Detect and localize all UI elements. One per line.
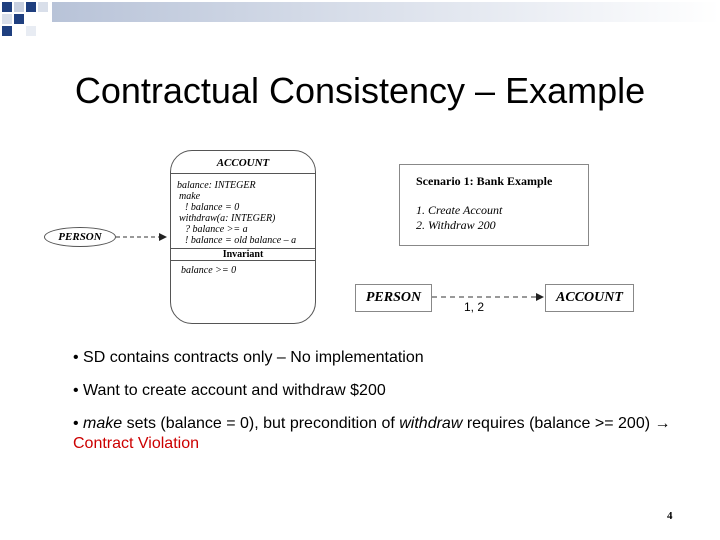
bullet-text: •	[73, 415, 84, 432]
feature-line: withdraw(a: INTEGER)	[179, 213, 276, 224]
scenario-box	[399, 164, 589, 246]
withdraw-keyword: withdraw	[399, 415, 463, 432]
arrow-icon: →	[654, 415, 671, 432]
person-client-ellipse: PERSON	[44, 227, 116, 247]
scenario-title: Scenario 1: Bank Example	[416, 174, 553, 188]
sequence-account-box: ACCOUNT	[545, 284, 634, 312]
account-class-box	[170, 150, 316, 324]
bullet-item: • SD contains contracts only – No implementation	[73, 349, 424, 366]
account-class-header: ACCOUNT	[216, 157, 270, 169]
scenario-step: 1. Create Account	[416, 203, 503, 217]
invariant-header: Invariant	[222, 249, 264, 260]
invariant-text: balance >= 0	[181, 265, 237, 276]
feature-line: balance: INTEGER	[177, 180, 256, 191]
sequence-label: 1, 2	[464, 300, 485, 314]
page-number: 4	[667, 510, 673, 522]
feature-line: make	[179, 191, 201, 202]
feature-line: ! balance = old balance – a	[185, 235, 297, 246]
bullet-text: sets (balance = 0), but precondition of	[122, 415, 400, 432]
sequence-person-box: PERSON	[355, 284, 432, 312]
feature-line: ? balance >= a	[185, 224, 248, 235]
account-features	[171, 174, 315, 246]
slide-title: Contractual Consistency – Example	[74, 70, 646, 111]
bullet-item: • Want to create account and withdraw $200	[73, 382, 386, 399]
feature-line: ! balance = 0	[185, 202, 240, 213]
bullet-list	[73, 348, 673, 467]
bullet-text: requires (balance >= 200)	[462, 415, 655, 432]
make-keyword: make	[83, 415, 123, 432]
bullet-item	[73, 414, 673, 454]
scenario-step: 2. Withdraw 200	[416, 218, 496, 232]
contract-violation-text: Contract Violation	[73, 435, 199, 452]
